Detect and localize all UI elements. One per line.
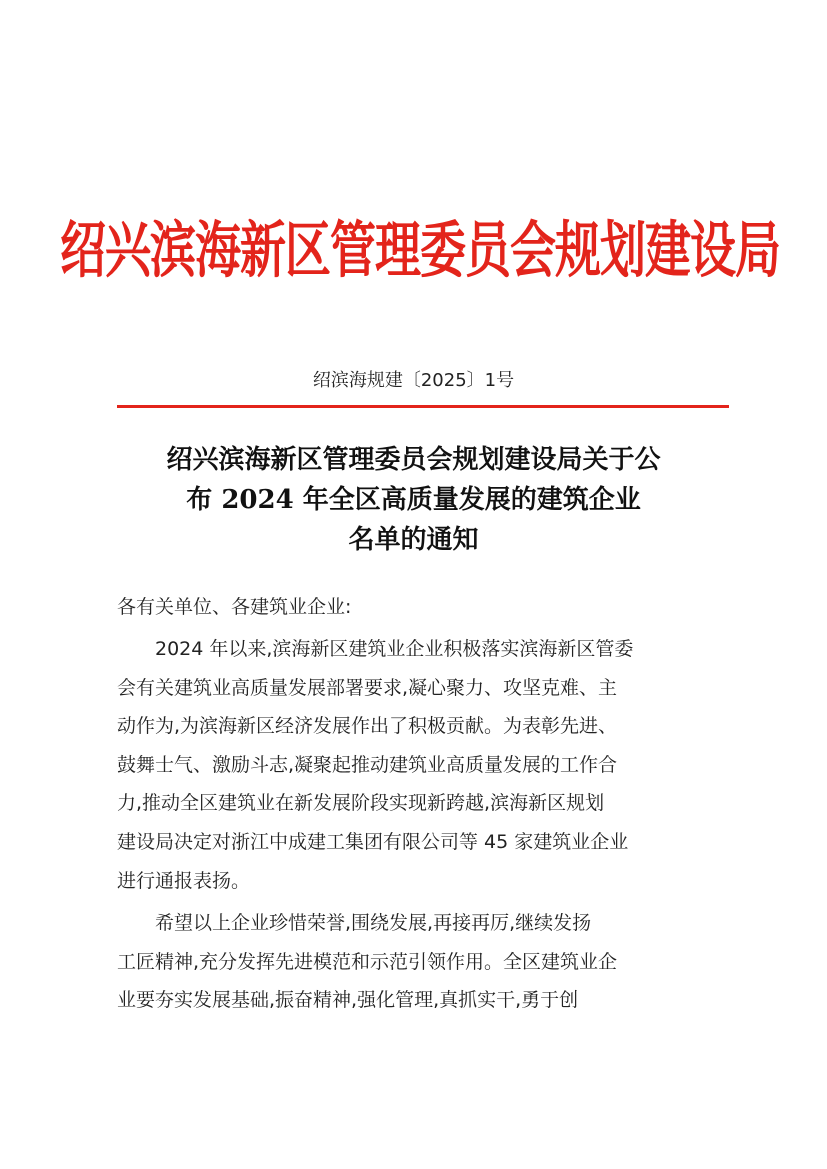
- paragraph-line: 工匠精神,充分发挥先进模范和示范引领作用。全区建筑业企: [117, 950, 618, 973]
- title-line-2: 布 2024 年全区高质量发展的建筑企业: [186, 485, 641, 515]
- title-line-1: 绍兴滨海新区管理委员会规划建设局关于公: [166, 445, 661, 475]
- paragraph-line: 进行通报表扬。: [117, 869, 251, 892]
- paragraph-1: [117, 630, 728, 900]
- paragraph-line: 业要夯实发展基础,振奋精神,强化管理,真抓实干,勇于创: [117, 989, 579, 1012]
- document-number: 绍滨海规建〔2025〕1号: [312, 370, 515, 391]
- title-line-3: 名单的通知: [348, 525, 479, 555]
- paragraph-line: 2024 年以来,滨海新区建筑业企业积极落实滨海新区管委: [155, 638, 634, 660]
- document-title: [100, 440, 727, 560]
- issuing-organization: 绍兴滨海新区管理委员会规划建设局: [60, 214, 780, 286]
- red-header-banner: [60, 203, 780, 289]
- paragraph-2: [117, 904, 728, 1020]
- red-divider-line: [117, 405, 729, 408]
- paragraph-line: 鼓舞士气、激励斗志,凝聚起推动建筑业高质量发展的工作合: [117, 753, 618, 776]
- paragraph-line: 动作为,为滨海新区经济发展作出了积极贡献。为表彰先进、: [117, 715, 618, 738]
- paragraph-line: 力,推动全区建筑业在新发展阶段实现新跨越,滨海新区规划: [117, 792, 605, 815]
- paragraph-line: 希望以上企业珍惜荣誉,围绕发展,再接再厉,继续发扬: [155, 912, 592, 935]
- paragraph-line: 会有关建筑业高质量发展部署要求,凝心聚力、攻坚克难、主: [117, 676, 618, 699]
- salutation: 各有关单位、各建筑业企业:: [117, 596, 352, 618]
- body-text: [117, 630, 728, 1020]
- paragraph-line: 建设局决定对浙江中成建工集团有限公司等 45 家建筑业企业: [117, 830, 629, 853]
